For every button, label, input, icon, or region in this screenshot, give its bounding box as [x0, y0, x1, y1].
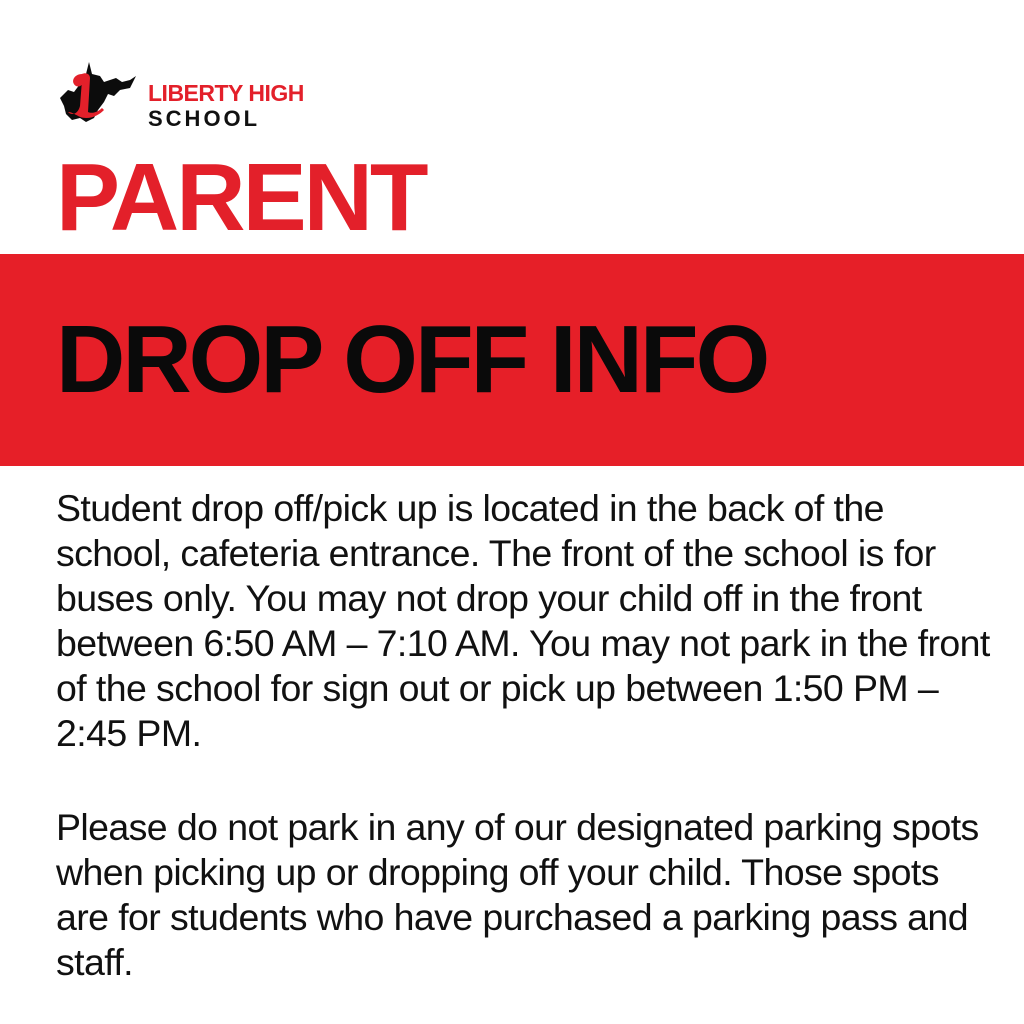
- title-parent: PARENT: [56, 144, 426, 251]
- school-name: [148, 80, 304, 132]
- school-name-line1: LIBERTY HIGH: [148, 80, 304, 106]
- body-paragraph-1: Student drop off/pick up is located in the back of the school, cafeteria entrance. The front of the school is for buses only. You may not drop your child off in the front between 6:50 AM – 7:10 AM. You may not park in the front of the school for sign out or pick up between 1:50 PM – 2:45 PM.: [56, 487, 990, 754]
- title-drop-off-info: DROP OFF INFO: [56, 306, 768, 413]
- school-logo-icon: [58, 60, 138, 130]
- school-name-line2: SCHOOL: [148, 106, 261, 131]
- title-banner: [0, 254, 1024, 466]
- body-paragraph-2: Please do not park in any of our designated parking spots when picking up or dropping off your child. Those spots are for students who have purchased a parking pass and staff.: [56, 806, 979, 983]
